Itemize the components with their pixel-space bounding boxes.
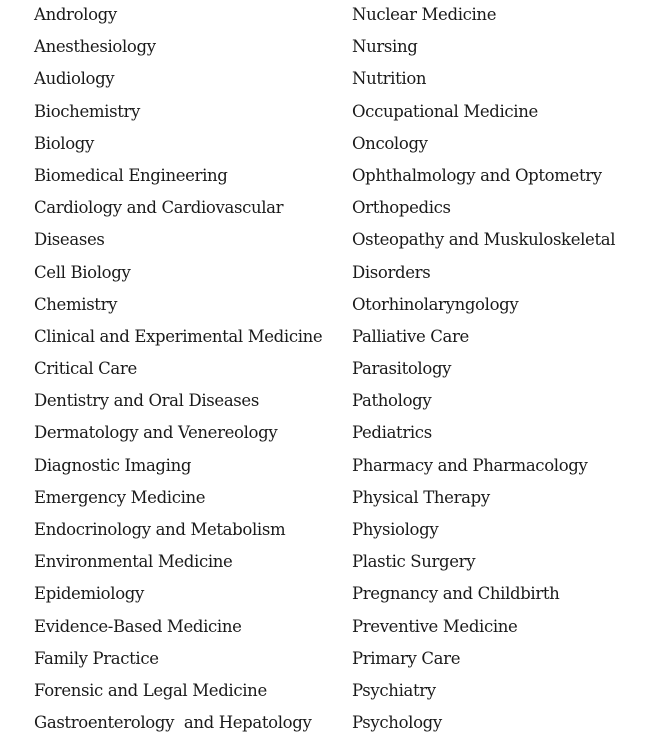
list-item: Evidence-Based Medicine xyxy=(34,616,242,636)
list-item: Preventive Medicine xyxy=(352,616,518,636)
list-item: Endocrinology and Metabolism xyxy=(34,520,286,539)
list-item: Chemistry xyxy=(34,294,118,314)
list-item: Anesthesiology xyxy=(34,37,156,57)
list-item: Biomedical Engineering xyxy=(34,165,228,185)
list-item: Nutrition xyxy=(352,69,427,89)
list-item: Diseases xyxy=(34,230,105,250)
list-item: Plastic Surgery xyxy=(352,552,476,572)
list-item: Dentistry and Oral Diseases xyxy=(34,391,259,411)
list-item: Gastroenterology and Hepatology xyxy=(34,713,312,733)
list-item: Physical Therapy xyxy=(352,487,490,507)
right-column xyxy=(352,0,642,739)
list-item: Pathology xyxy=(352,391,432,411)
list-item: Emergency Medicine xyxy=(34,487,206,507)
list-item: Physiology xyxy=(352,520,439,539)
list-item: Biology xyxy=(34,133,94,153)
list-item: Cell Biology xyxy=(34,262,131,282)
list-item: Nursing xyxy=(352,37,418,57)
list-item: Biochemistry xyxy=(34,101,140,121)
list-item: Parasitology xyxy=(352,359,452,379)
list-item: Primary Care xyxy=(352,648,461,668)
list-item: Disorders xyxy=(352,262,431,282)
list-item: Environmental Medicine xyxy=(34,552,233,572)
list-item: Otorhinolaryngology xyxy=(352,294,519,314)
list-item: Diagnostic Imaging xyxy=(34,455,192,475)
list-item: Epidemiology xyxy=(34,584,144,604)
list-item: Andrology xyxy=(34,5,117,24)
list-item: Osteopathy and Muskuloskeletal xyxy=(352,230,616,250)
list-item: Pediatrics xyxy=(352,423,432,443)
list-item: Audiology xyxy=(34,69,115,89)
list-item: Dermatology and Venereology xyxy=(34,423,278,443)
list-item: Clinical and Experimental Medicine xyxy=(34,326,323,346)
left-column xyxy=(34,0,334,739)
list-item: Psychiatry xyxy=(352,680,436,700)
list-item: Psychology xyxy=(352,713,442,733)
list-item: Critical Care xyxy=(34,359,137,379)
list-item: Palliative Care xyxy=(352,326,469,346)
list-item: Forensic and Legal Medicine xyxy=(34,680,267,700)
list-item: Oncology xyxy=(352,133,428,153)
list-item: Ophthalmology and Optometry xyxy=(352,165,602,185)
list-item: Orthopedics xyxy=(352,198,451,218)
list-item: Pharmacy and Pharmacology xyxy=(352,455,588,475)
list-item: Family Practice xyxy=(34,648,159,668)
list-item: Nuclear Medicine xyxy=(352,5,497,24)
list-item: Pregnancy and Childbirth xyxy=(352,584,560,604)
list-item: Cardiology and Cardiovascular xyxy=(34,198,284,218)
list-item: Occupational Medicine xyxy=(352,101,538,121)
